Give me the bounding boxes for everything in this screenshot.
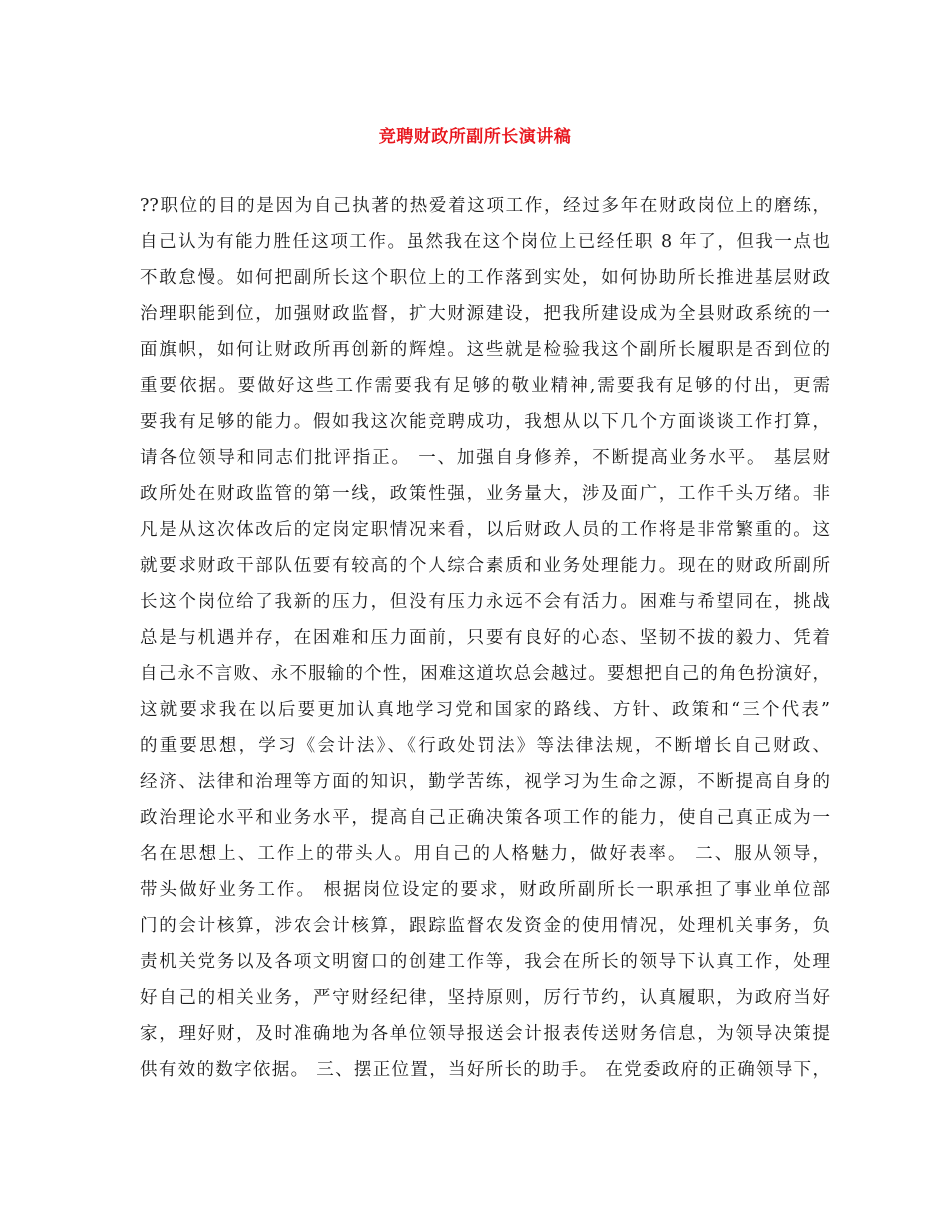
body-line: 带头做好业务工作。 根据岗位设定的要求，财政所副所长一职承担了事业单位部 [140, 880, 830, 900]
document-title: 竞聘财政所副所长演讲稿 [378, 127, 572, 147]
body-line: 的重要思想，学习《会计法》、《行政处罚法》等法律法规，不断增长自己财政、 [140, 736, 830, 756]
body-line: 政所处在财政监管的第一线，政策性强，业务量大，涉及面广，工作千头万绪。非 [140, 484, 830, 504]
body-line: 面旗帜，如何让财政所再创新的辉煌。这些就是检验我这个副所长履职是否到位的 [140, 340, 830, 360]
body-line: 长这个岗位给了我新的压力，但没有压力永远不会有活力。困难与希望同在，挑战 [140, 592, 830, 612]
body-line: 凡是从这次体改后的定岗定职情况来看，以后财政人员的工作将是非常繁重的。这 [140, 520, 830, 540]
body-line: ??职位的目的是因为自己执著的热爱着这项工作，经过多年在财政岗位上的磨练， [140, 196, 830, 216]
body-line: 就要求财政干部队伍要有较高的个人综合素质和业务处理能力。现在的财政所副所 [140, 556, 830, 576]
body-line: 总是与机遇并存，在困难和压力面前，只要有良好的心态、坚韧不拔的毅力、凭着 [140, 628, 830, 648]
body-line: 这就要求我在以后要更加认真地学习党和国家的路线、方针、政策和“三个代表” [140, 700, 830, 720]
body-line: 责机关党务以及各项文明窗口的创建工作等，我会在所长的领导下认真工作，处理 [140, 952, 830, 972]
body-line: 家，理好财，及时准确地为各单位领导报送会计报表传送财务信息，为领导决策提 [140, 1024, 830, 1044]
body-line: 门的会计核算，涉农会计核算，跟踪监督农发资金的使用情况，处理机关事务，负 [140, 916, 830, 936]
body-line: 治理职能到位，加强财政监督，扩大财源建设，把我所建设成为全县财政系统的一 [140, 304, 830, 324]
body-line: 不敢怠慢。如何把副所长这个职位上的工作落到实处，如何协助所长推进基层财政 [140, 268, 830, 288]
body-line: 供有效的数字依据。 三、摆正位置，当好所长的助手。 在党委政府的正确领导下， [140, 1060, 830, 1080]
body-line: 好自己的相关业务，严守财经纪律，坚持原则，厉行节约，认真履职，为政府当好 [140, 988, 830, 1008]
body-line: 政治理论水平和业务水平，提高自己正确决策各项工作的能力，使自己真正成为一 [140, 808, 830, 828]
body-line: 自己永不言败、永不服输的个性，困难这道坎总会越过。要想把自己的角色扮演好， [140, 664, 830, 684]
body-line: 要我有足够的能力。假如我这次能竞聘成功，我想从以下几个方面谈谈工作打算， [140, 412, 830, 432]
body-line: 请各位领导和同志们批评指正。 一、加强自身修养，不断提高业务水平。 基层财 [140, 448, 830, 468]
body-line: 经济、法律和治理等方面的知识，勤学苦练，视学习为生命之源，不断提高自身的 [140, 772, 830, 792]
body-line: 自己认为有能力胜任这项工作。虽然我在这个岗位上已经任职 8 年了，但我一点也 [140, 232, 830, 252]
body-line: 重要依据。要做好这些工作需要我有足够的敬业精神,需要我有足够的付出，更需 [140, 376, 830, 396]
body-line: 名在思想上、工作上的带头人。用自己的人格魅力，做好表率。 二、服从领导， [140, 844, 830, 864]
document-body [140, 188, 830, 1088]
